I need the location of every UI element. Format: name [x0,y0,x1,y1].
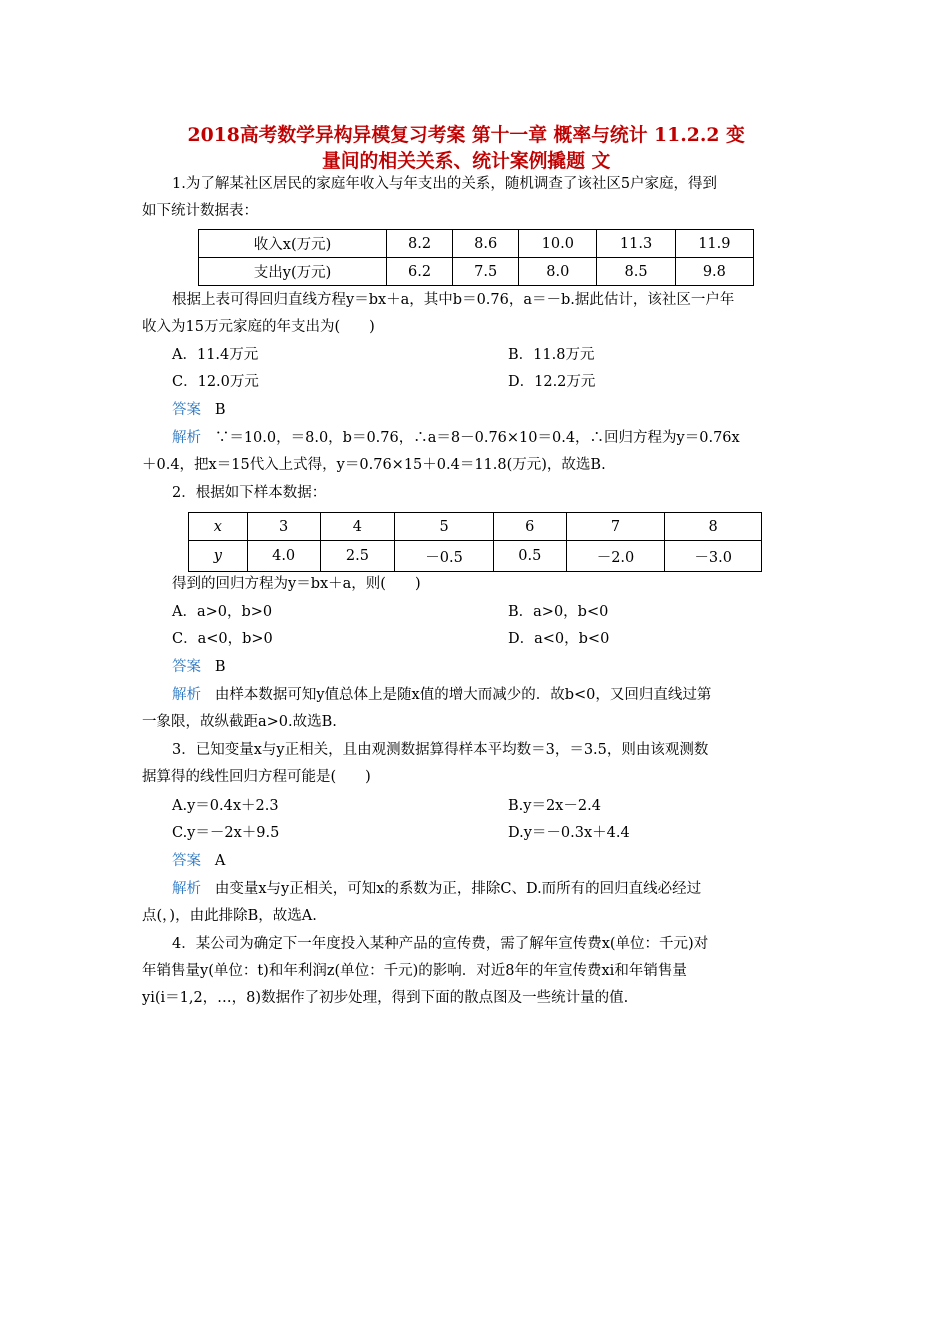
q1-option-b: B．11.8万元 [508,347,595,363]
q3-stem-line-2: 据算得的线性回归方程可能是( ) [142,769,371,785]
q1-option-c: C．12.0万元 [172,374,259,390]
table-cell: 8.6 [453,230,519,258]
analysis-label: 解析 [172,430,201,446]
q1-answer [172,400,225,420]
table-row [189,541,762,572]
table-cell: 9.8 [675,258,753,286]
analysis-text: 由变量x与y正相关，可知x的系数为正，排除C、D.而所有的回归直线必经过 [214,881,702,897]
q2-option-b: B．a>0，b<0 [508,604,609,620]
table-header-cell: x [189,513,248,541]
document-title-line-1: 2018高考数学异构异模复习考案 第十一章 概率与统计 11.2.2 变 [187,124,745,146]
table-cell: 11.9 [675,230,753,258]
q2-text: 得到的回归方程为y＝bx＋a，则( ) [172,576,421,592]
q2-option-d: D．a<0，b<0 [508,631,610,647]
table-row [199,258,754,286]
table-cell: 2.5 [320,541,395,572]
table-cell: 10.0 [519,230,597,258]
q2-analysis-line-2: 一象限，故纵截距a>0.故选B. [142,714,337,730]
q2-analysis-line-1 [172,685,711,705]
analysis-text: ∵＝10.0，＝8.0，b＝0.76，∴a＝8－0.76×10＝0.4，∴回归方程为y＝0.76x [214,430,740,446]
answer-label: 答案 [172,402,201,418]
table-cell: 5 [395,513,494,541]
q3-option-b: B.y＝2x－2.4 [508,798,601,814]
table-cell: －2.0 [566,541,665,572]
q2-option-a: A．a>0，b>0 [172,604,273,620]
q1-analysis-line-1 [172,428,740,448]
document-title-line-2: 量间的相关关系、统计案例撬题 文 [321,150,611,172]
table-row [189,513,762,541]
table-cell: 0.5 [493,541,566,572]
q3-answer [172,851,225,871]
q1-option-a: A．11.4万元 [172,347,259,363]
table-cell: 6 [493,513,566,541]
q3-analysis-line-2: 点(，)，由此排除B，故选A. [142,908,317,924]
q2-data-table [188,512,762,572]
q1-stem-line-2: 如下统计数据表： [142,203,258,219]
table-cell: 6.2 [387,258,453,286]
q1-text-line-2: 收入为15万元家庭的年支出为( ) [142,319,375,335]
table-row [199,230,754,258]
table-cell: 3 [247,513,320,541]
q4-line-3: yi(i＝1,2，…，8)数据作了初步处理，得到下面的散点图及一些统计量的值. [142,990,629,1006]
q4-line-1: 4．某公司为确定下一年度投入某种产品的宣传费，需了解年宣传费x(单位：千元)对 [172,936,709,952]
q3-analysis-line-1 [172,879,701,899]
table-cell: 11.3 [597,230,675,258]
q1-stem-line-1: 1.为了解某社区居民的家庭年收入与年支出的关系，随机调查了该社区5户家庭，得到 [172,176,718,192]
q1-option-d: D．12.2万元 [508,374,596,390]
table-cell: －3.0 [665,541,762,572]
table-cell: 8.2 [387,230,453,258]
table-cell: 8.5 [597,258,675,286]
answer-value: B [214,659,226,675]
table-cell: 8.0 [519,258,597,286]
table-cell: 7 [566,513,665,541]
answer-value: B [214,402,226,418]
answer-value: A [214,853,226,869]
q1-data-table [198,229,754,286]
analysis-label: 解析 [172,687,201,703]
analysis-label: 解析 [172,881,201,897]
analysis-text: 由样本数据可知y值总体上是随x值的增大而减少的．故b<0，又回归直线过第 [214,687,712,703]
q1-text-line-1: 根据上表可得回归直线方程y＝bx＋a，其中b＝0.76，a＝－b.据此估计，该社区一户年 [172,292,735,308]
table-header-cell: y [189,541,248,572]
table-cell: 4 [320,513,395,541]
q2-option-c: C．a<0，b>0 [172,631,273,647]
q2-answer [172,657,225,677]
table-cell: 8 [665,513,762,541]
answer-label: 答案 [172,853,201,869]
q3-stem-line-1: 3．已知变量x与y正相关，且由观测数据算得样本平均数＝3，＝3.5，则由该观测数 [172,742,709,758]
q3-option-c: C.y＝－2x＋9.5 [172,825,280,841]
q3-option-a: A.y＝0.4x＋2.3 [172,798,279,814]
q2-stem: 2．根据如下样本数据： [172,485,327,501]
q4-line-2: 年销售量y(单位：t)和年利润z(单位：千元)的影响．对近8年的年宣传费xi和年销售量 [142,963,687,979]
q3-option-d: D.y＝－0.3x＋4.4 [508,825,630,841]
q1-analysis-line-2: ＋0.4，把x＝15代入上式得，y＝0.76×15＋0.4＝11.8(万元)，故选B. [142,457,606,473]
table-header-cell: 收入x(万元) [199,230,387,258]
table-cell: 7.5 [453,258,519,286]
answer-label: 答案 [172,659,201,675]
table-header-cell: 支出y(万元) [199,258,387,286]
table-cell: 4.0 [247,541,320,572]
table-cell: －0.5 [395,541,494,572]
